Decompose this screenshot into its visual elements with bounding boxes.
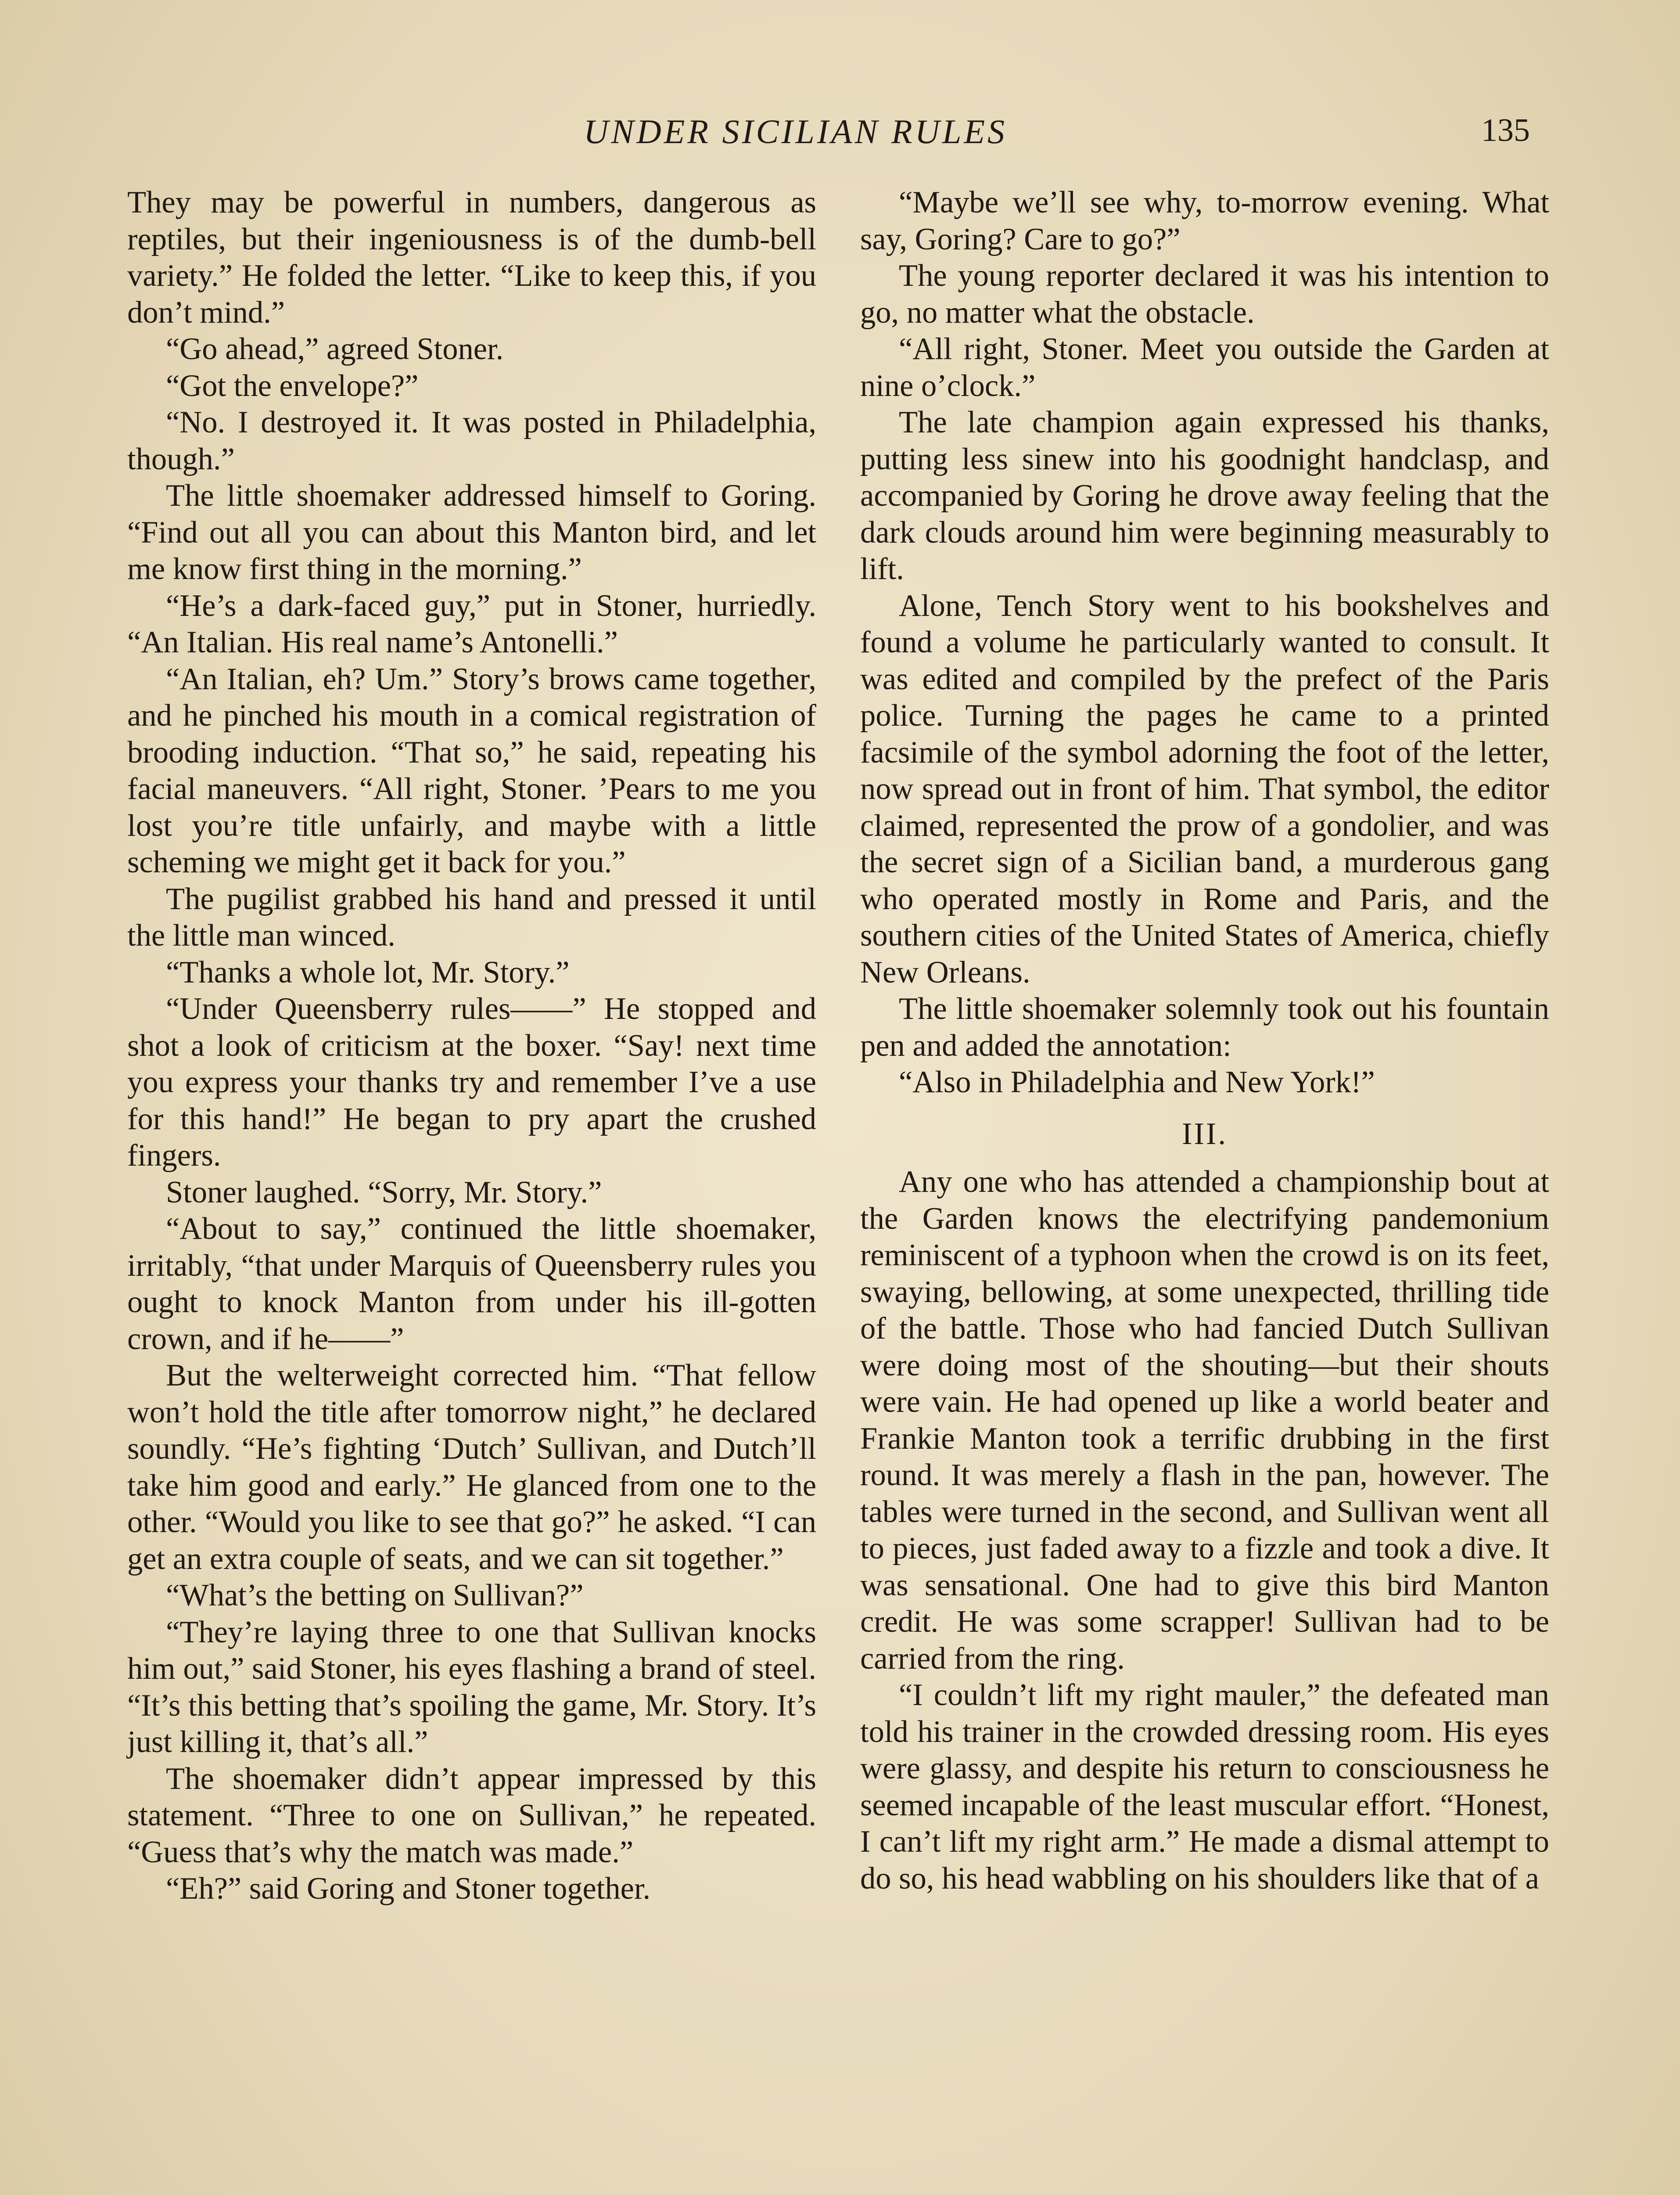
paragraph: “Maybe we’ll see why, to-morrow evening. What say, Goring? Care to go?”: [860, 185, 1549, 256]
paragraph: “Thanks a whole lot, Mr. Story.”: [166, 955, 570, 990]
paragraph: “Go ahead,” agreed Stoner.: [166, 332, 504, 366]
paragraph: “I couldn’t lift my right mauler,” the defeated man told his trainer in the crowded dressing room. His eyes were glassy, and despite his return to consciousness he seemed incapable of the least muscular effort. “Honest, I can’t lift my right arm.” He made a dismal attempt to do so, his head wabbling on his shoulders like that of a: [860, 1678, 1549, 1896]
paragraph: “An Italian, eh? Um.” Story’s brows came together, and he pinched his mouth in a comical registration of brooding induction. “That so,” he said, repeating his facial maneuvers. “All right, Stoner. ’Pears to me you lost you’re title unfairly, and maybe with a little scheming we might get it back for you.”: [127, 662, 816, 879]
right-column: [860, 184, 1549, 1897]
paragraph: “He’s a dark-faced guy,” put in Stoner, hurriedly. “An Italian. His real name’s Antonelli.”: [127, 588, 816, 659]
paragraph: The shoemaker didn’t appear impressed by this statement. “Three to one on Sullivan,” he repeated. “Guess that’s why the match was made.”: [127, 1761, 816, 1869]
paragraph: Stoner laughed. “Sorry, Mr. Story.”: [166, 1175, 602, 1209]
paragraph: The late champion again expressed his thanks, putting less sinew into his goodnight handclasp, and accompanied by Goring he drove away feeling that the dark clouds around him were beginning measurably to lift.: [860, 405, 1549, 586]
running-title: UNDER SICILIAN RULES: [584, 112, 1007, 151]
paragraph: Any one who has attended a championship bout at the Garden knows the electrifying pandemonium reminiscent of a typhoon when the crowd is on its feet, swaying, bellowing, at some unexpected, thrilling tide of the battle. Those who had fancied Dutch Sullivan were doing most of the shouting—but their shouts were vain. He had opened up like a world beater and Frankie Manton took a terrific drubbing in the first round. It was merely a flash in the pan, however. The tables were turned in the second, and Sullivan went all to pieces, just faded away to a fizzle and took a dive. It was sensational. One had to give this bird Manton credit. He was some scrapper! Sullivan had to be carried from the ring.: [860, 1165, 1549, 1676]
paragraph: “All right, Stoner. Meet you outside the Garden at nine o’clock.”: [860, 332, 1549, 403]
paragraph: “About to say,” continued the little shoemaker, irritably, “that under Marquis of Queensberry rules you ought to knock Manton from under his ill-gotten crown, and if he——”: [127, 1212, 816, 1356]
paragraph: The little shoemaker solemnly took out his fountain pen and added the annotation:: [860, 992, 1549, 1063]
paragraph: “What’s the betting on Sullivan?”: [166, 1578, 584, 1612]
paragraph: The young reporter declared it was his intention to go, no matter what the obstacle.: [860, 259, 1549, 330]
paragraph: The little shoemaker addressed himself to Goring. “Find out all you can about this Manton bird, and let me know first thing in the morning.”: [127, 479, 816, 586]
paragraph: The pugilist grabbed his hand and pressed it until the little man winced.: [127, 882, 816, 953]
paragraph: “Eh?” said Goring and Stoner together.: [166, 1871, 651, 1906]
paragraph: But the welterweight corrected him. “That fellow won’t hold the title after tomorrow night,” he declared soundly. “He’s fighting ‘Dutch’ Sullivan, and Dutch’ll take him good and early.” He glanced from one to the other. “Would you like to see that go?” he asked. “I can get an extra couple of seats, and we can sit together.”: [127, 1358, 816, 1576]
section-number: III.: [1181, 1116, 1228, 1151]
paragraph: “Under Queensberry rules——” He stopped and shot a look of criticism at the boxer. “Say! next time you express your thanks try and remember I’ve a use for this hand!” He began to pry apart the crushed fingers.: [127, 992, 816, 1173]
paragraph: “Got the envelope?”: [166, 368, 419, 403]
paragraph: They may be powerful in numbers, dangerous as reptiles, but their ingeniousness is of the dumb-bell variety.” He folded the letter. “Like to keep this, if you don’t mind.”: [127, 185, 816, 330]
paragraph: Alone, Tench Story went to his bookshelves and found a volume he particularly wanted to consult. It was edited and compiled by the prefect of the Paris police. Turning the pages he came to a printed facsimile of the symbol adorning the foot of the letter, now spread out in front of him. That symbol, the editor claimed, represented the prow of a gondolier, and was the secret sign of a Sicilian band, a murderous gang who operated mostly in Rome and Paris, and the southern cities of the United States of America, chiefly New Orleans.: [860, 588, 1549, 990]
paragraph: “They’re laying three to one that Sullivan knocks him out,” said Stoner, his eyes flashing a brand of steel. “It’s this betting that’s spoiling the game, Mr. Story. It’s just killing it, that’s all.”: [127, 1615, 816, 1759]
left-column: [127, 184, 816, 1907]
page-header: [0, 112, 1680, 160]
paragraph: “No. I destroyed it. It was posted in Philadelphia, though.”: [127, 405, 816, 476]
page-number: 135: [1481, 112, 1530, 148]
paragraph: “Also in Philadelphia and New York!”: [899, 1065, 1375, 1099]
